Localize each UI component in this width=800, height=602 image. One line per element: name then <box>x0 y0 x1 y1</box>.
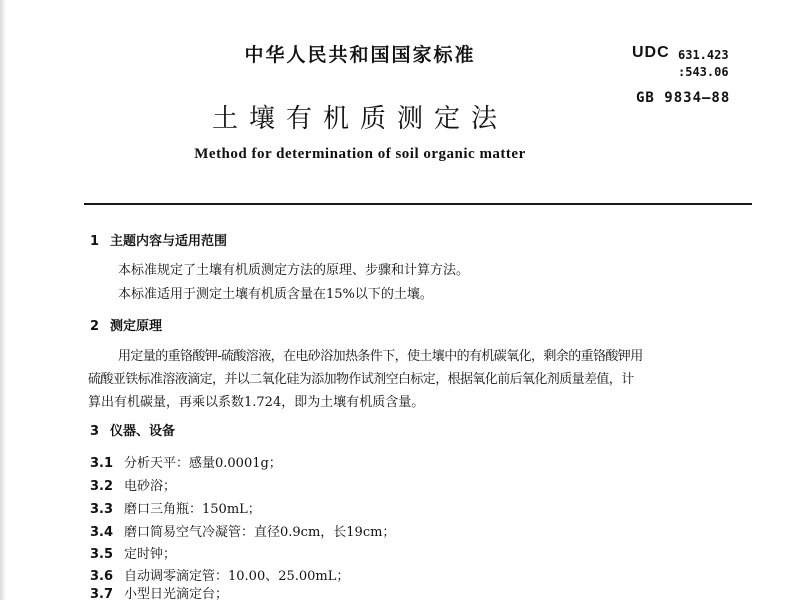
section-2-number: 2 <box>90 319 100 334</box>
equipment-item-text: 电砂浴； <box>124 479 177 494</box>
equipment-item <box>90 452 282 471</box>
section-1-paragraph-2: 本标准适用于测定土壤有机质含量在15%以下的土壤。 <box>118 287 433 302</box>
equipment-item <box>90 521 395 540</box>
udc-code-2: :543.06 <box>678 65 729 79</box>
section-2-line-3: 算出有机碳量，再乘以系数1.724，即为土壤有机质含量。 <box>88 395 425 410</box>
section-3-heading <box>90 420 175 439</box>
udc-code-1: 631.423 <box>678 48 729 62</box>
header-divider <box>84 203 752 205</box>
gb-standard-number: GB 9834—88 <box>636 90 731 106</box>
equipment-item <box>90 498 261 517</box>
equipment-item <box>90 475 176 494</box>
equipment-item-text: 磨口三角瓶：150mL； <box>124 502 261 517</box>
section-1-title: 主题内容与适用范围 <box>110 234 228 249</box>
section-1-heading <box>90 230 227 249</box>
equipment-item-text: 自动调零滴定管：10.00、25.00mL； <box>124 569 350 584</box>
section-2-title: 测定原理 <box>110 319 163 334</box>
section-1-paragraph-1: 本标准规定了土壤有机质测定方法的原理、步骤和计算方法。 <box>118 263 470 278</box>
equipment-item-text: 小型日光滴定台； <box>124 587 229 602</box>
equipment-item-number: 3.1 <box>90 456 114 471</box>
section-2-line-2: 硫酸亚铁标准溶液滴定，并以二氧化硅为添加物作试剂空白标定，根据氧化前后氧化剂质量差值，计 <box>88 372 634 387</box>
equipment-item-number: 3.3 <box>90 502 114 517</box>
section-3-title: 仪器、设备 <box>110 424 176 439</box>
section-2-line-1: 用定量的重铬酸钾-硫酸溶液，在电砂浴加热条件下，使土壤中的有机碳氧化，剩余的重铬酸钾用 <box>118 349 643 364</box>
standard-type-heading: 中华人民共和国国家标准 <box>244 44 476 66</box>
equipment-item-text: 磨口简易空气冷凝管：直径0.9cm，长19cm； <box>124 525 396 540</box>
udc-label: UDC <box>632 44 670 61</box>
equipment-item-text: 定时钟； <box>124 547 177 562</box>
equipment-item-number: 3.7 <box>90 587 114 602</box>
equipment-item <box>90 543 176 562</box>
equipment-item-number: 3.5 <box>90 547 114 562</box>
scan-edge <box>0 0 6 600</box>
equipment-item-text: 分析天平：感量0.0001g； <box>124 456 282 471</box>
equipment-item-number: 3.4 <box>90 525 114 540</box>
equipment-item-number: 3.6 <box>90 569 114 584</box>
equipment-item <box>90 583 228 602</box>
section-3-number: 3 <box>90 424 100 439</box>
document-english-title: Method for determination of soil organic matter <box>194 146 526 162</box>
udc-codes <box>678 47 729 81</box>
section-2-heading <box>90 315 162 334</box>
document-title: 土壤有机质测定法 <box>211 104 508 134</box>
equipment-item-number: 3.2 <box>90 479 114 494</box>
equipment-item <box>90 565 349 584</box>
section-1-number: 1 <box>90 234 100 249</box>
